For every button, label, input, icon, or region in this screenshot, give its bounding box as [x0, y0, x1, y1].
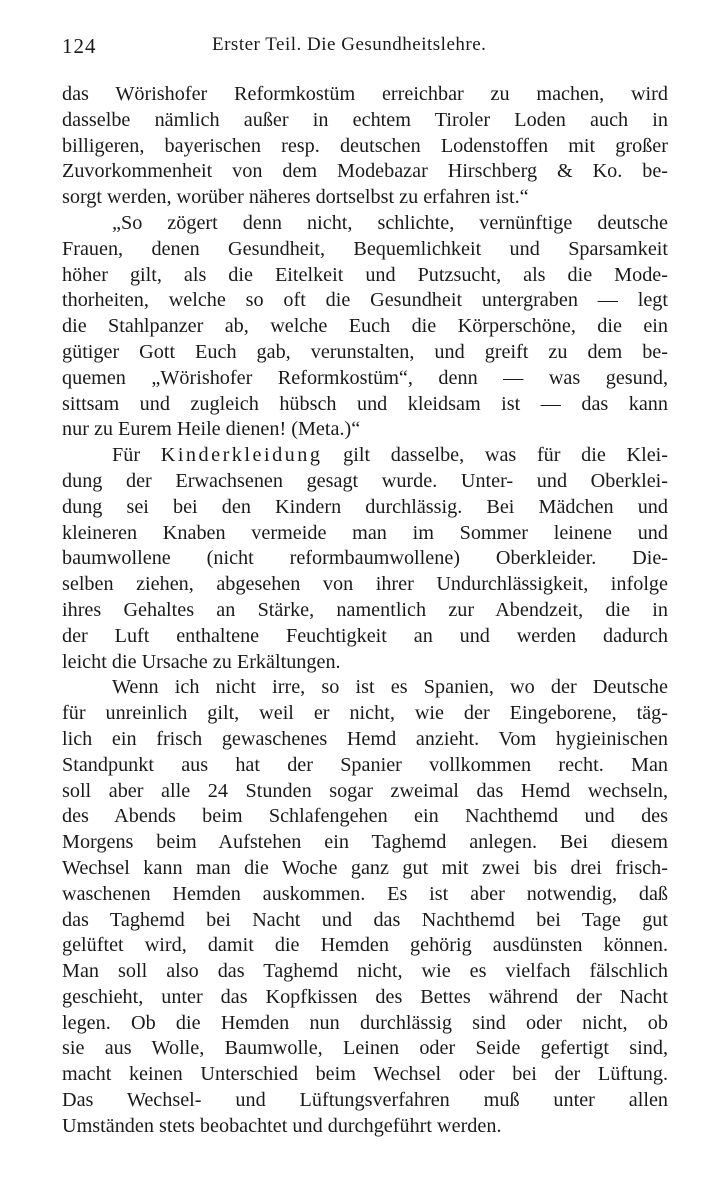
text-line: Das Wechsel- und Lüftungsverfahren muß unter allen: [62, 1089, 668, 1112]
text-line: billigeren, bayerischen resp. deutschen Lodenstoffen mit großer: [62, 134, 668, 157]
text-segment: gilt dasselbe, was für die Klei-: [322, 444, 668, 467]
text-line: lich ein frisch gewaschenes Hemd anzieht. Vom hygieinischen: [62, 727, 668, 750]
text-line: baumwollene (nicht reformbaumwollene) Oberkleider. Die-: [62, 547, 668, 570]
text-line: sie aus Wolle, Baumwolle, Leinen oder Seide gefertigt sind,: [62, 1037, 668, 1060]
text-line: dasselbe nämlich außer in echtem Tiroler Loden auch in: [62, 108, 668, 131]
book-page: [62, 28, 668, 1140]
text-line: nur zu Eurem Heile dienen! (Meta.)“: [62, 418, 361, 441]
text-line: macht keinen Unterschied beim Wechsel oder bei der Lüftung.: [62, 1063, 668, 1086]
text-line: die Stahlpanzer ab, welche Euch die Körperschöne, die ein: [62, 315, 668, 338]
page-number: 124: [62, 34, 97, 58]
text-line: höher gilt, als die Eitelkeit und Putzsucht, als die Mode-: [62, 263, 668, 286]
page-header: [62, 28, 668, 68]
text-line: ihres Gehaltes an Stärke, namentlich zur Abendzeit, die in: [62, 598, 668, 621]
text-line: gelüftet wird, damit die Hemden gehörig ausdünsten können.: [62, 934, 668, 957]
text-line: selben ziehen, abgesehen von ihrer Undurchlässigkeit, infolge: [62, 573, 668, 596]
text-line: das Wörishofer Reformkostüm erreichbar zu machen, wird: [62, 83, 668, 105]
spaced-term: Kinderkleidung: [160, 444, 323, 467]
text-line: sittsam und zugleich hübsch und kleidsam ist — das kann: [62, 392, 668, 415]
text-line: kleineren Knaben vermeide man im Sommer leinene und: [62, 521, 668, 544]
text-line: Morgens beim Aufstehen ein Taghemd anlegen. Bei diesem: [62, 831, 668, 854]
text-line: Frauen, denen Gesundheit, Bequemlichkeit und Sparsamkeit: [62, 237, 668, 260]
text-line: Standpunkt aus hat der Spanier vollkommen recht. Man: [62, 753, 668, 776]
body-text: [62, 82, 668, 1140]
text-line: dung der Erwachsenen gesagt wurde. Unter- und Oberklei-: [62, 469, 668, 492]
text-line: leicht die Ursache zu Erkältungen.: [62, 650, 341, 673]
running-head: Erster Teil. Die Gesundheitslehre.: [212, 34, 487, 55]
text-line: Wechsel kann man die Woche ganz gut mit zwei bis drei frisch-: [62, 856, 668, 879]
text-line: thorheiten, welche so oft die Gesundheit untergraben — legt: [62, 289, 668, 312]
text-line: für unreinlich gilt, weil er nicht, wie der Eingeborene, täg-: [62, 702, 668, 725]
text-line: dung sei bei den Kindern durchlässig. Bei Mädchen und: [62, 495, 668, 518]
text-line: „So zögert denn nicht, schlichte, vernünftige deutsche: [112, 211, 668, 234]
text-line: soll aber alle 24 Stunden sogar zweimal das Hemd wechseln,: [62, 779, 668, 802]
text-line: Umständen stets beobachtet und durchgeführt werden.: [62, 1114, 502, 1137]
text-segment: Für: [112, 444, 161, 467]
text-line: Zuvorkommenheit von dem Modebazar Hirschberg & Ko. be-: [62, 160, 668, 183]
text-line: legen. Ob die Hemden nun durchlässig sind oder nicht, ob: [62, 1011, 668, 1034]
text-line: gütiger Gott Euch gab, verunstalten, und greift zu dem be-: [62, 340, 668, 363]
text-line: waschenen Hemden auskommen. Es ist aber notwendig, daß: [62, 882, 668, 905]
text-line: geschieht, unter das Kopfkissen des Bettes während der Nacht: [62, 985, 668, 1008]
text-line: der Luft enthaltene Feuchtigkeit an und werden dadurch: [62, 624, 668, 647]
text-line: Wenn ich nicht irre, so ist es Spanien, wo der Deutsche: [112, 676, 668, 699]
text-line: das Taghemd bei Nacht und das Nachthemd bei Tage gut: [62, 908, 668, 931]
text-line: quemen „Wörishofer Reformkostüm“, denn — was gesund,: [62, 366, 668, 389]
text-line: des Abends beim Schlafengehen ein Nachthemd und des: [62, 805, 668, 828]
text-line: [62, 443, 668, 469]
text-line: Man soll also das Taghemd nicht, wie es vielfach fälschlich: [62, 960, 668, 983]
text-line: sorgt werden, worüber näheres dortselbst zu erfahren ist.“: [62, 186, 529, 209]
